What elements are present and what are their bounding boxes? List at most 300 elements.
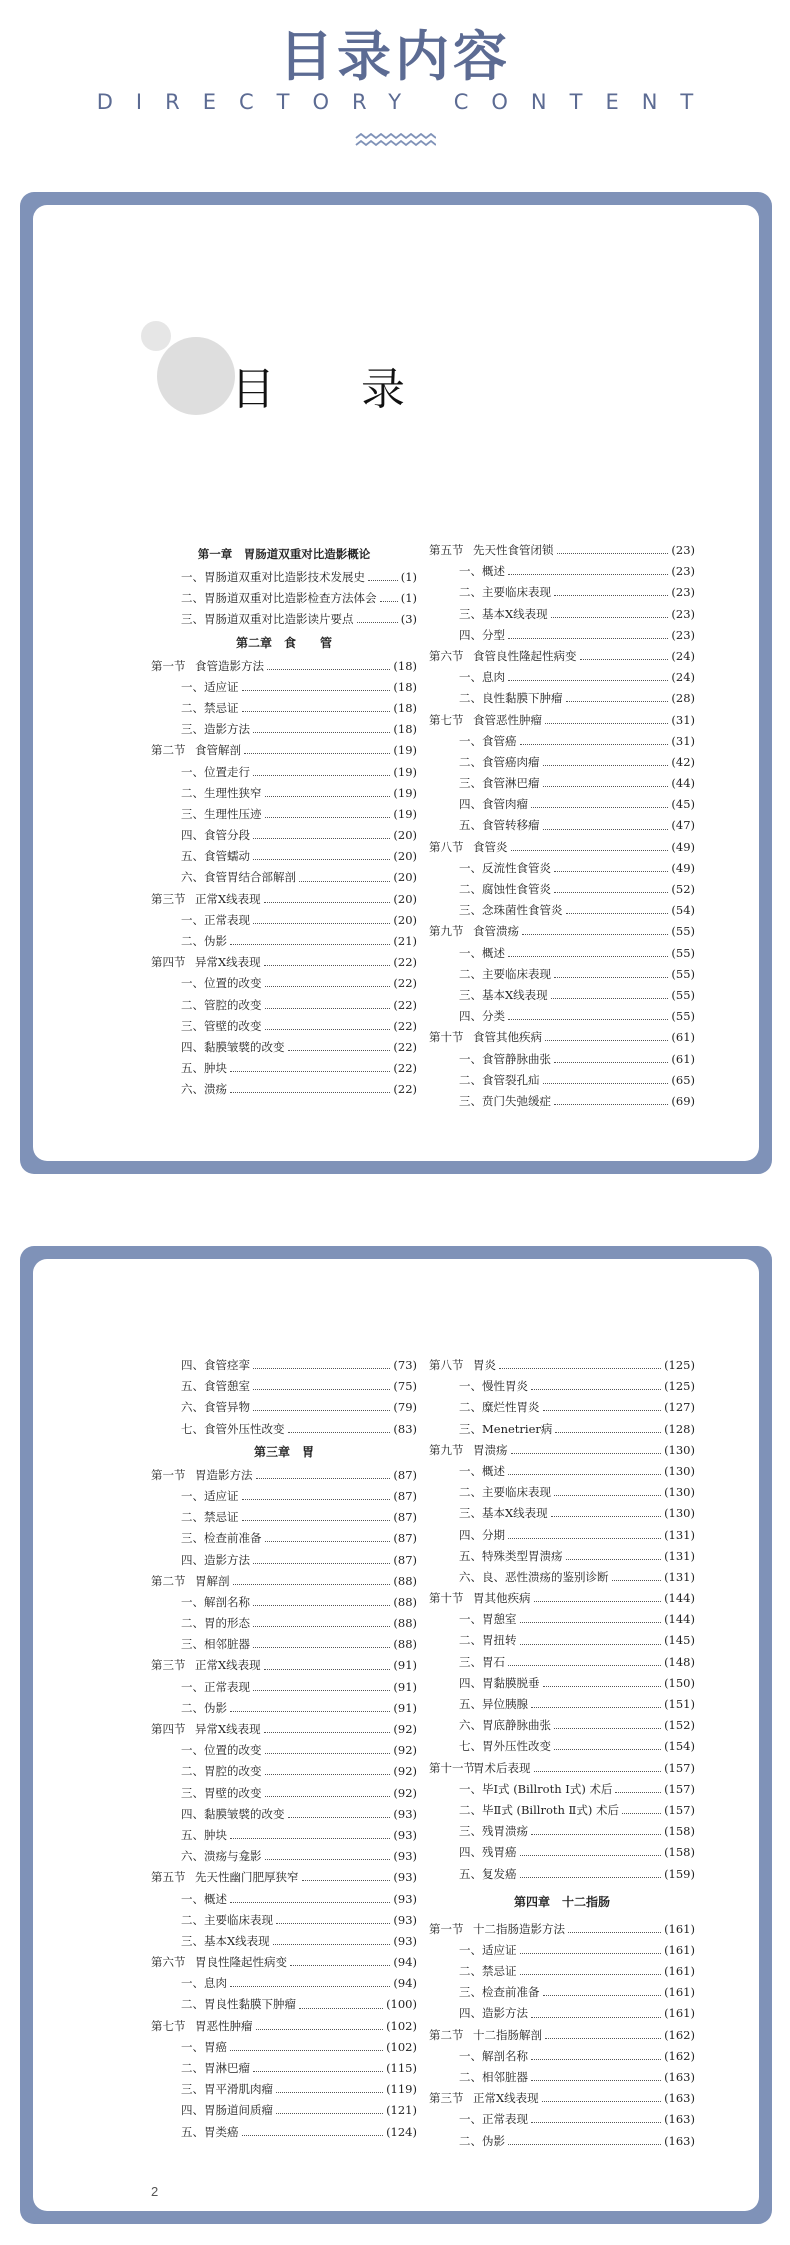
leader-dots (276, 1923, 390, 1924)
leader-dots (554, 595, 668, 596)
leader-dots (244, 753, 390, 754)
entry-page-number: (18) (393, 658, 417, 673)
entry-title: 食管其他疾病 (473, 1030, 542, 1045)
leader-dots (543, 765, 669, 766)
entry-page-number: (157) (664, 1802, 695, 1817)
toc-section-row (429, 1588, 695, 1609)
leader-dots (265, 1753, 391, 1754)
entry-page-number: (94) (393, 1955, 417, 1970)
entry-title: 正常X线表现 (195, 1658, 261, 1673)
leader-dots (288, 1817, 391, 1818)
entry-title: 二、相邻脏器 (459, 2070, 528, 2084)
entry-page-number: (127) (664, 1400, 695, 1415)
entry-page-number: (102) (386, 2018, 417, 2033)
toc-item-row (151, 588, 417, 609)
entry-title: 三、贲门失弛缓症 (459, 1093, 551, 1108)
leader-dots (622, 1813, 661, 1814)
toc-item-row (429, 1940, 695, 1961)
entry-title: 四、食管痉挛 (181, 1358, 250, 1372)
entry-title: 四、造影方法 (459, 2006, 528, 2021)
entry-title: 三、相邻脏器 (181, 1637, 250, 1652)
toc-item-row (151, 1931, 417, 1952)
section-number: 第二节 (429, 2027, 464, 2042)
entry-page-number: (20) (393, 891, 417, 906)
toc-item-row (429, 1567, 695, 1588)
section-number: 第五节 (151, 1870, 186, 1885)
entry-title: 二、主要临床表现 (459, 585, 551, 600)
entry-title: 第一章 胃肠道双重对比造影概论 (197, 547, 371, 561)
entry-page-number: (54) (671, 903, 695, 918)
toc-item-row (429, 625, 695, 646)
entry-title: 一、适应证 (181, 679, 239, 694)
entry-title: 二、胃腔的改变 (181, 1764, 262, 1779)
entry-page-number: (23) (671, 564, 695, 579)
leader-dots (511, 850, 669, 851)
toc-item-row (429, 1779, 695, 1800)
toc-item-row (151, 1507, 417, 1528)
entry-page-number: (87) (393, 1510, 417, 1525)
leader-dots (265, 1796, 391, 1797)
entry-title: 胃其他疾病 (473, 1591, 531, 1606)
leader-dots (508, 1665, 661, 1666)
entry-title: 三、胃壁的改变 (181, 1785, 262, 1800)
entry-page-number: (121) (386, 2103, 417, 2118)
section-number: 第二节 (151, 1573, 186, 1588)
entry-title: 第三章 胃 (253, 1444, 314, 1459)
entry-title: 六、胃底静脉曲张 (459, 1718, 551, 1733)
entry-title: 三、胃平滑肌肉瘤 (181, 2082, 273, 2097)
entry-page-number: (73) (393, 1358, 417, 1372)
entry-title: 三、基本X线表现 (181, 1933, 270, 1948)
toc-item-row (151, 1486, 417, 1507)
entry-page-number: (157) (664, 1781, 695, 1796)
toc-page-2 (20, 1246, 772, 2224)
leader-dots (299, 2008, 383, 2009)
leader-dots (580, 659, 669, 660)
toc-item-row (429, 858, 695, 879)
leader-dots (531, 2017, 661, 2018)
toc-item-row (429, 582, 695, 603)
leader-dots (520, 1622, 662, 1623)
entry-page-number: (125) (664, 1358, 695, 1372)
entry-page-number: (22) (393, 976, 417, 991)
leader-dots (242, 2135, 384, 2136)
page-number: 2 (151, 2184, 159, 2199)
toc-item-row (151, 2079, 417, 2100)
entry-title: 一、位置的改变 (181, 976, 262, 991)
toc-item-row (429, 752, 695, 773)
toc-section-row (151, 952, 417, 973)
section-number: 第七节 (429, 712, 464, 727)
toc-item-row (151, 1079, 417, 1100)
toc-section-row (151, 1867, 417, 1888)
toc-section-row (429, 2025, 695, 2046)
leader-dots (230, 1071, 390, 1072)
entry-page-number: (91) (393, 1700, 417, 1715)
toc-item-row (429, 2131, 695, 2152)
section-number: 第三节 (151, 1658, 186, 1673)
leader-dots (380, 601, 398, 602)
leader-dots (264, 965, 391, 966)
leader-dots (554, 871, 668, 872)
toc-item-row (429, 1419, 695, 1440)
toc-item-row (429, 2003, 695, 2024)
entry-title: 正常X线表现 (195, 891, 261, 906)
toc-item-row (151, 867, 417, 888)
leader-dots (554, 892, 668, 893)
entry-title: 十二指肠解剖 (473, 2027, 542, 2042)
entry-title: 一、正常表现 (459, 2112, 528, 2127)
leader-dots (554, 977, 668, 978)
entry-title: 异常X线表现 (195, 955, 261, 970)
toc-section-row (429, 1355, 695, 1376)
entry-page-number: (115) (386, 2061, 417, 2075)
leader-dots (253, 2071, 383, 2072)
entry-page-number: (161) (664, 1942, 695, 1957)
toc-page-1 (20, 192, 772, 1174)
entry-page-number: (100) (386, 1997, 417, 2012)
toc-item-row (429, 943, 695, 964)
toc-item-row (429, 1842, 695, 1863)
leader-dots (264, 1732, 391, 1733)
toc-item-row (151, 1677, 417, 1698)
section-number: 第六节 (429, 648, 464, 663)
leader-dots (299, 881, 390, 882)
toc-section-row (151, 1571, 417, 1592)
leader-dots (522, 934, 668, 935)
entry-page-number: (91) (393, 1658, 417, 1673)
leader-dots (545, 723, 668, 724)
entry-page-number: (24) (671, 648, 695, 663)
entry-page-number: (88) (393, 1573, 417, 1588)
leader-dots (555, 1432, 661, 1433)
leader-dots (265, 986, 391, 987)
entry-page-number: (52) (671, 882, 695, 896)
leader-dots (265, 1774, 391, 1775)
entry-page-number: (128) (664, 1421, 695, 1436)
entry-page-number: (83) (393, 1421, 417, 1436)
entry-title: 二、伪影 (459, 2133, 505, 2148)
entry-title: 食管溃疡 (473, 924, 519, 939)
leader-dots (554, 1728, 661, 1729)
toc-item-row (151, 1889, 417, 1910)
toc-item-row (151, 846, 417, 867)
entry-page-number: (161) (664, 1964, 695, 1979)
entry-title: 四、黏膜皱襞的改变 (181, 1806, 285, 1821)
entry-page-number: (93) (393, 1912, 417, 1927)
entry-page-number: (75) (393, 1379, 417, 1394)
entry-title: 一、解剖名称 (181, 1594, 250, 1609)
toc-item-row (429, 964, 695, 985)
toc-item-row (151, 1058, 417, 1079)
toc-item-row (151, 2122, 417, 2143)
entry-page-number: (55) (671, 924, 695, 939)
entry-title: 四、造影方法 (181, 1552, 250, 1567)
toc-section-row (429, 921, 695, 942)
entry-page-number: (42) (671, 754, 695, 769)
entry-page-number: (162) (664, 2027, 695, 2042)
entry-title: 一、概述 (459, 1463, 505, 1478)
section-number: 第四节 (151, 1722, 186, 1736)
entry-page-number: (61) (671, 1030, 695, 1045)
section-number: 第二节 (151, 743, 186, 758)
entry-page-number: (92) (393, 1764, 417, 1779)
leader-dots (545, 2038, 661, 2039)
toc-item-row (151, 719, 417, 740)
entry-page-number: (92) (393, 1785, 417, 1800)
entry-page-number: (20) (393, 849, 417, 864)
leader-dots (543, 1995, 662, 1996)
leader-dots (253, 1563, 390, 1564)
entry-page-number: (130) (664, 1442, 695, 1457)
leader-dots (534, 1771, 662, 1772)
decorative-circle-small (141, 321, 171, 351)
toc-item-row (151, 1376, 417, 1397)
section-number: 第九节 (429, 1442, 464, 1457)
entry-page-number: (22) (393, 1039, 417, 1054)
decorative-circle-large (157, 337, 235, 415)
entry-page-number: (162) (664, 2048, 695, 2063)
entry-title: 二、生理性狭窄 (181, 785, 262, 800)
leader-dots (554, 1062, 668, 1063)
entry-page-number: (93) (393, 1806, 417, 1821)
entry-page-number: (61) (671, 1051, 695, 1066)
leader-dots (566, 701, 669, 702)
entry-title: 五、特殊类型胃溃疡 (459, 1548, 563, 1563)
entry-page-number: (144) (664, 1612, 695, 1627)
entry-page-number: (31) (671, 733, 695, 748)
leader-dots (531, 807, 668, 808)
leader-dots (520, 1855, 662, 1856)
leader-dots (543, 786, 669, 787)
toc-item-row (151, 1804, 417, 1825)
toc-section-row (151, 1719, 417, 1740)
entry-title: 三、基本X线表现 (459, 987, 548, 1002)
section-number: 第一节 (151, 658, 186, 673)
leader-dots (511, 1453, 662, 1454)
section-number: 第八节 (429, 1358, 464, 1372)
toc-item-row (151, 804, 417, 825)
entry-page-number: (158) (664, 1824, 695, 1839)
toc-item-row (151, 783, 417, 804)
leader-dots (276, 2113, 383, 2114)
toc-item-row (429, 561, 695, 582)
entry-title: 三、管壁的改变 (181, 1018, 262, 1033)
toc-item-row (429, 1049, 695, 1070)
entry-title: 二、禁忌证 (181, 1510, 239, 1525)
leader-dots (531, 2080, 661, 2081)
leader-dots (554, 1749, 661, 1750)
entry-page-number: (93) (393, 1891, 417, 1906)
entry-title: 二、胃扭转 (459, 1633, 517, 1648)
toc-item-row (151, 1613, 417, 1634)
toc-item-row (429, 1715, 695, 1736)
toc-section-row (151, 889, 417, 910)
toc-item-row (151, 995, 417, 1016)
leader-dots (368, 580, 398, 581)
entry-title: 一、正常表现 (181, 1679, 250, 1694)
toc-item-row (429, 1961, 695, 1982)
entry-page-number: (1) (400, 591, 417, 606)
entry-title: 五、肿块 (181, 1827, 227, 1842)
leader-dots (508, 574, 668, 575)
entry-page-number: (22) (393, 1061, 417, 1076)
entry-page-number: (55) (671, 987, 695, 1002)
entry-title: 胃解剖 (195, 1573, 230, 1588)
entry-title: 三、检查前准备 (459, 1985, 540, 2000)
leader-dots (288, 1050, 391, 1051)
leader-dots (542, 2101, 661, 2102)
entry-title: 胃炎 (473, 1358, 496, 1372)
entry-title: 七、胃外压性改变 (459, 1739, 551, 1754)
section-number: 第十一节 (429, 1760, 475, 1775)
entry-title: 一、食管静脉曲张 (459, 1051, 551, 1066)
entry-page-number: (163) (664, 2091, 695, 2106)
entry-title: 一、适应证 (459, 1942, 517, 1957)
toc-item-row (429, 1630, 695, 1651)
entry-page-number: (22) (393, 1018, 417, 1033)
toc-item-row (151, 1550, 417, 1571)
toc-item-row (151, 567, 417, 588)
leader-dots (566, 913, 669, 914)
entry-title: 五、食管转移瘤 (459, 818, 540, 833)
entry-page-number: (45) (671, 797, 695, 812)
entry-title: 二、胃肠道双重对比造影检查方法体会 (181, 591, 377, 606)
entry-page-number: (19) (393, 785, 417, 800)
toc-section-row (151, 1465, 417, 1486)
entry-page-number: (20) (393, 870, 417, 885)
entry-title: 二、禁忌证 (181, 700, 239, 715)
entry-title: 胃良性隆起性病变 (195, 1955, 287, 1970)
entry-title: 三、造影方法 (181, 722, 250, 737)
entry-title: 第二章 食 管 (235, 635, 332, 650)
leader-dots (543, 1686, 662, 1687)
entry-title: 食管解剖 (195, 743, 241, 758)
entry-title: 一、慢性胃炎 (459, 1379, 528, 1394)
entry-page-number: (19) (393, 743, 417, 758)
entry-title: 一、正常表现 (181, 912, 250, 927)
entry-page-number: (102) (386, 2039, 417, 2054)
entry-page-number: (20) (393, 828, 417, 843)
toc-item-row (429, 815, 695, 836)
leader-dots (499, 1368, 661, 1369)
entry-page-number: (3) (400, 612, 417, 627)
section-number: 第三节 (151, 891, 186, 906)
entry-page-number: (31) (671, 712, 695, 727)
leader-dots (543, 1410, 662, 1411)
entry-title: 二、主要临床表现 (459, 966, 551, 981)
entry-page-number: (21) (393, 934, 417, 948)
entry-title: 食管造影方法 (195, 658, 264, 673)
toc-item-row (429, 1376, 695, 1397)
entry-title: 胃恶性肿瘤 (195, 2018, 253, 2033)
toc-item-row (429, 1503, 695, 1524)
entry-title: 四、分型 (459, 627, 505, 642)
entry-title: 二、伪影 (181, 934, 227, 948)
entry-title: 三、基本X线表现 (459, 606, 548, 621)
leader-dots (230, 1092, 390, 1093)
leader-dots (520, 1644, 662, 1645)
toc-item-row (151, 677, 417, 698)
toc-item-row (151, 1016, 417, 1037)
toc-item-row (151, 1994, 417, 2015)
leader-dots (256, 1478, 391, 1479)
entry-title: 五、异位胰腺 (459, 1697, 528, 1711)
leader-dots (242, 711, 391, 712)
leader-dots (551, 998, 669, 999)
leader-dots (264, 1669, 391, 1670)
entry-title: 正常X线表现 (473, 2091, 539, 2106)
leader-dots (508, 680, 668, 681)
leader-dots (265, 796, 391, 797)
entry-title: 先天性幽门肥厚狭窄 (195, 1870, 299, 1885)
entry-title: 四、食管肉瘤 (459, 797, 528, 812)
entry-page-number: (23) (671, 627, 695, 642)
entry-title: 一、位置的改变 (181, 1743, 262, 1758)
toc-section-row (429, 540, 695, 561)
toc-item-row (429, 2109, 695, 2130)
entry-title: 三、食管淋巴瘤 (459, 776, 540, 791)
entry-page-number: (28) (671, 691, 695, 706)
leader-dots (543, 1083, 669, 1084)
entry-page-number: (131) (664, 1548, 695, 1563)
leader-dots (253, 732, 390, 733)
entry-title: 四、黏膜皱襞的改变 (181, 1039, 285, 1054)
toc-item-row (429, 1091, 695, 1112)
entry-page-number: (19) (393, 806, 417, 821)
toc-item-row (151, 1740, 417, 1761)
section-number: 第一节 (429, 1921, 464, 1936)
leader-dots (520, 1953, 662, 1954)
toc-item-row (429, 1006, 695, 1027)
toc-item-row (429, 2067, 695, 2088)
leader-dots (253, 1389, 390, 1390)
entry-page-number: (88) (393, 1616, 417, 1631)
entry-page-number: (87) (393, 1531, 417, 1546)
toc-item-row (429, 1736, 695, 1757)
entry-title: 一、胃癌 (181, 2039, 227, 2054)
toc-item-row (151, 2100, 417, 2121)
section-number: 第五节 (429, 543, 464, 557)
toc-column-right (429, 1355, 695, 2152)
entry-title: 六、溃疡 (181, 1082, 227, 1097)
toc-item-row (151, 1910, 417, 1931)
entry-page-number: (69) (671, 1093, 695, 1108)
leader-dots (551, 617, 669, 618)
entry-page-number: (88) (393, 1594, 417, 1609)
leader-dots (290, 1965, 390, 1966)
entry-page-number: (124) (386, 2124, 417, 2139)
leader-dots (531, 1389, 661, 1390)
entry-title: 三、胃石 (459, 1654, 505, 1669)
leader-dots (508, 2144, 661, 2145)
entry-page-number: (87) (393, 1552, 417, 1567)
entry-title: 胃术后表现 (473, 1760, 531, 1775)
leader-dots (265, 1029, 391, 1030)
leader-dots (253, 1368, 390, 1369)
leader-dots (534, 1601, 662, 1602)
toc-item-row (151, 1355, 417, 1376)
entry-page-number: (87) (393, 1467, 417, 1482)
entry-title: 五、肿块 (181, 1061, 227, 1076)
entry-title: 一、胃肠道双重对比造影技术发展史 (181, 570, 365, 584)
entry-title: 一、概述 (459, 945, 505, 960)
leader-dots (612, 1580, 662, 1581)
toc-item-row (429, 879, 695, 900)
entry-title: 第四章 十二指肠 (513, 1894, 610, 1909)
entry-page-number: (154) (664, 1739, 695, 1754)
entry-page-number: (158) (664, 1845, 695, 1860)
